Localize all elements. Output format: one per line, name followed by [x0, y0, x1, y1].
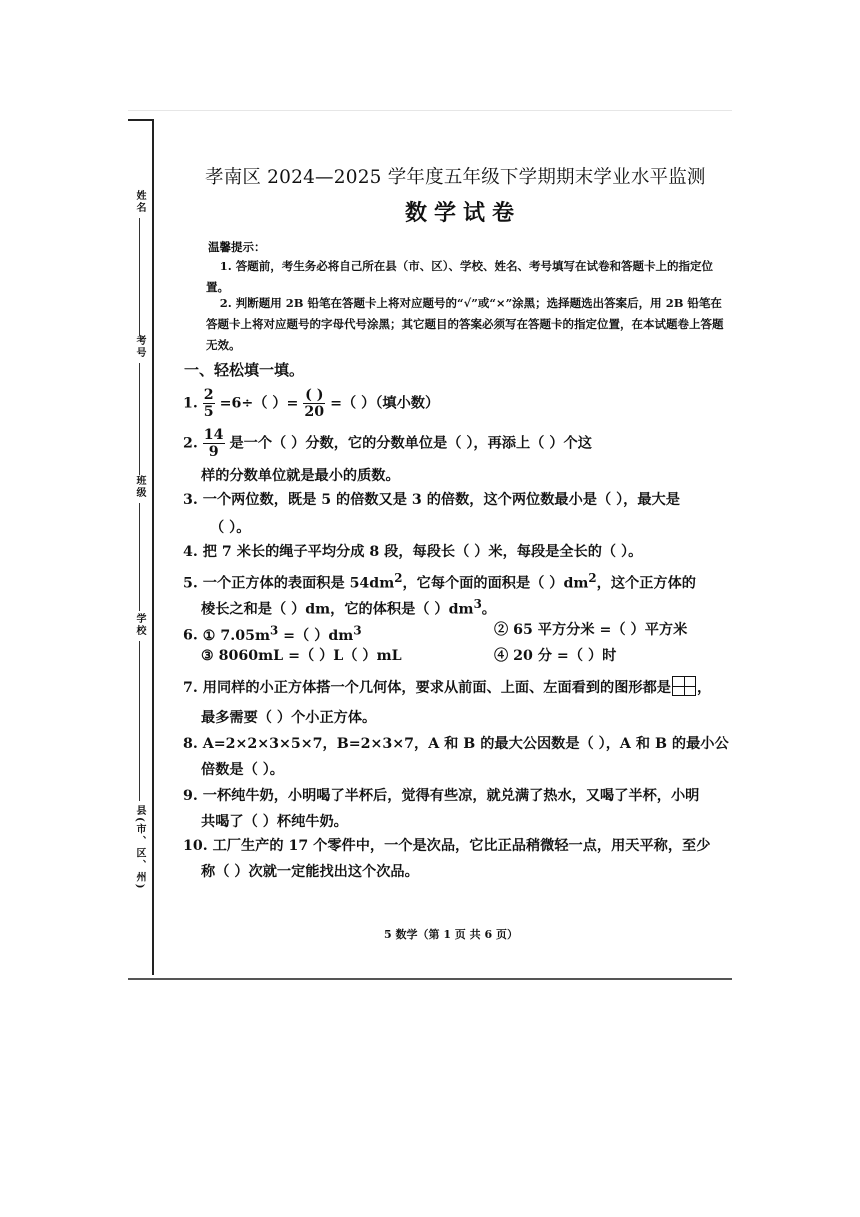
side-field-label: 县(市、区、州): [134, 805, 145, 891]
fraction: [203, 388, 215, 419]
question-text: =（ ）（填小数）: [330, 395, 440, 412]
question-3-line-2: （ ）。: [210, 520, 251, 536]
fraction-numerator: ( ): [305, 387, 324, 403]
question-8: 8. A=2×2×3×5×7，B=2×3×7，A 和 B 的最大公因数是（ ），A 和 B 的最小公: [183, 736, 729, 752]
question-text: =（ ）dm: [278, 627, 354, 644]
side-field-label: 班级: [134, 475, 145, 499]
side-field-label: 考号: [134, 335, 145, 359]
superscript: 3: [473, 597, 482, 611]
question-text: ，它每个面的面积是（ ）dm: [402, 575, 589, 592]
exam-subtitle: 数学试卷: [405, 200, 522, 226]
question-7-line-2: 最多需要（ ）个小正方体。: [201, 710, 377, 726]
side-field-county: [132, 805, 147, 890]
question-10-line-2: 称（ ）次就一定能找出这个次品。: [201, 864, 419, 880]
question-text: 。: [481, 601, 496, 618]
question-9: 9. 一杯纯牛奶，小明喝了半杯后，觉得有些凉，就兑满了热水，又喝了半杯，小明: [183, 788, 700, 804]
question-6-part-3: ③ 8060mL =（ ）L（ ）mL: [201, 648, 402, 664]
question-9-line-2: 共喝了（ ）杯纯牛奶。: [201, 814, 348, 830]
superscript: 3: [270, 623, 279, 637]
side-field-label: 学校: [134, 613, 145, 637]
question-6: [183, 620, 362, 646]
question-3: 3. 一个两位数，既是 5 的倍数又是 3 的倍数，这个两位数最小是（ ），最大是: [183, 492, 680, 508]
grid-2x2-icon: [672, 676, 696, 696]
question-text: 棱长之和是（ ）dm，它的体积是（ ）dm: [201, 601, 474, 618]
question-text: =6÷（ ）=: [219, 395, 299, 412]
question-6-part-1: [202, 623, 362, 644]
page-footer: 5 数学（第 1 页 共 6 页）: [384, 928, 518, 941]
question-text: 5. 一个正方体的表面积是 54dm: [183, 575, 395, 592]
question-text: 7. 用同样的小正方体搭一个几何体，要求从前面、上面、左面看到的图形都是: [183, 680, 671, 696]
section-title: 一、轻松填一填。: [184, 361, 305, 379]
question-8-line-2: 倍数是（ ）。: [201, 762, 284, 778]
question-text: 是一个（ ）分数，它的分数单位是（ ），再添上（ ）个这: [229, 435, 592, 452]
side-field-line: [139, 218, 140, 336]
fraction-denominator: 5: [203, 404, 214, 421]
question-4: 4. 把 7 米长的绳子平均分成 8 段，每段长（ ）米，每段是全长的（ ）。: [183, 544, 643, 560]
question-number: 1.: [183, 395, 198, 412]
question-7: [183, 676, 711, 698]
superscript: 2: [394, 571, 403, 585]
tip-item-1: 1. 答题前，考生务必将自己所在县（市、区）、学校、姓名、考号填写在试卷和答题卡上的指定位置。: [206, 259, 714, 294]
side-field-school: [132, 613, 147, 801]
side-field-name: [132, 190, 147, 336]
question-number: 2.: [183, 435, 198, 452]
superscript: 3: [353, 623, 362, 637]
question-5-line-2: [201, 594, 496, 620]
side-field-line: [139, 503, 140, 611]
question-2: [183, 428, 592, 459]
question-text: ，这个正方体的: [596, 575, 696, 592]
fraction: [203, 428, 225, 459]
tip-item-2: 2. 判断题用 2B 铅笔在答题卡上将对应题号的“√”或“×”涂黑；选择题选出答案后，用 2B 铅笔在答题卡上将对应题号的字母代号涂黑；其它题目的答案必须写在答题卡的指定位置，在本试题卷上答题无效。: [206, 296, 724, 352]
question-10: 10. 工厂生产的 17 个零件中，一个是次品，它比正品稍微轻一点，用天平称，至少: [183, 838, 711, 854]
exam-title: 孝南区 2024—2025 学年度五年级下学期期末学业水平监测: [205, 167, 706, 188]
question-6-part-4: ④ 20 分 =（ ）时: [494, 648, 617, 664]
tips-heading: 温馨提示：: [208, 240, 266, 254]
question-5: [183, 568, 696, 594]
side-field-line: [139, 363, 140, 475]
side-field-line: [139, 641, 140, 801]
superscript: 2: [588, 571, 597, 585]
question-text: ，: [696, 680, 712, 696]
question-text: ① 7.05m: [202, 627, 270, 644]
question-1: [183, 388, 439, 419]
page-bottom-edge: [128, 978, 732, 980]
page-top-edge: [128, 110, 732, 111]
question-2-line-2: 样的分数单位就是最小的质数。: [201, 468, 400, 484]
side-field-label: 姓名: [134, 190, 145, 214]
side-field-exam-number: [132, 335, 147, 475]
fraction-denominator: 9: [208, 444, 219, 461]
question-6-part-2: ② 65 平方分米 =（ ）平方米: [494, 622, 688, 638]
side-field-class: [132, 475, 147, 611]
fraction-denominator: 20: [304, 404, 325, 421]
fraction-numerator: 14: [203, 427, 224, 443]
fraction-numerator: 2: [203, 387, 214, 403]
question-number: 6.: [183, 627, 198, 644]
fraction-blank: [303, 388, 325, 419]
